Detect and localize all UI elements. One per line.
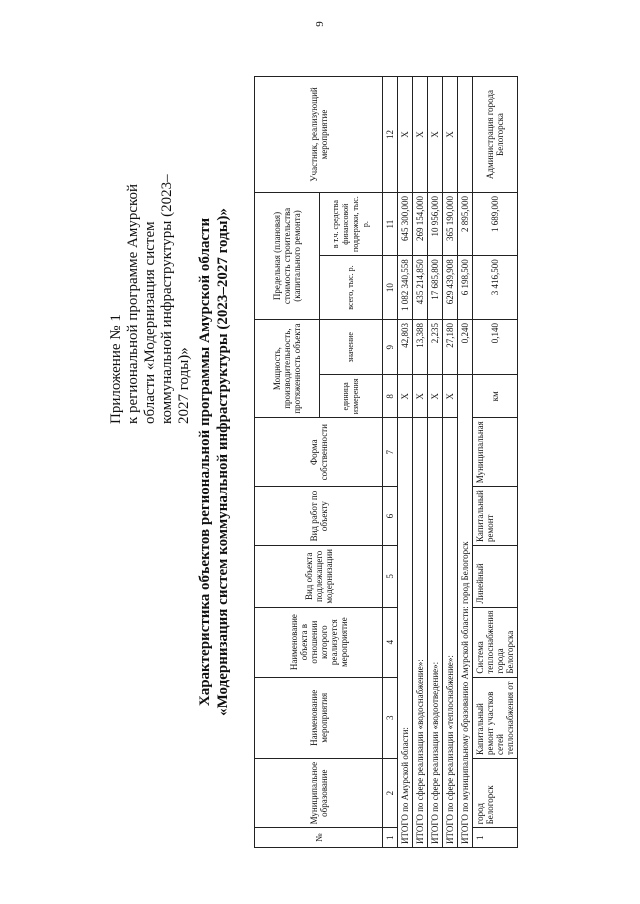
appendix-line: к региональной программе Амурской (125, 183, 141, 424)
total-unit: Х (413, 375, 428, 418)
appendix-block (108, 44, 193, 424)
page-number: 9 (314, 21, 326, 27)
total-participant: Х (413, 77, 428, 193)
header-value: значение (320, 319, 383, 375)
row-total: 3 416,500 (473, 256, 518, 320)
total-value: 13,388 (413, 319, 428, 375)
header-support: в т.ч. средства финансовой поддержки, тыс. р. (320, 193, 383, 256)
header-capacity: Мощность, производительность, протяженность объекта (255, 319, 320, 417)
header-object-type: Вид объекта подлежащего модернизации (255, 546, 383, 608)
total-value: 27,180 (443, 319, 458, 375)
row-work-type: Капитальный ремонт (473, 487, 518, 546)
header-participant: Участник, реализующий мероприятие (255, 77, 383, 193)
col-number: 10 (383, 256, 398, 320)
row-ownership: Муниципальная (473, 418, 518, 487)
total-participant: Х (428, 77, 443, 193)
header-ownership: Форма собственности (255, 418, 383, 487)
col-number: 6 (383, 487, 398, 546)
header-work-type: Вид работ по объекту (255, 487, 383, 546)
document-heading (196, 20, 232, 904)
row-measure: Капитальный ремонт участков сетей теплоснабжения от (473, 677, 518, 758)
row-unit: км (473, 375, 518, 418)
total-label: ИТОГО по сфере реализации «водоснабжение»: (413, 418, 428, 848)
col-number: 3 (383, 677, 398, 758)
appendix-title: Приложение № 1 (108, 314, 124, 424)
row-num: 1 (473, 828, 518, 848)
heading-line: Характеристика объектов региональной программы Амурской области (197, 217, 213, 707)
col-number: 11 (383, 193, 398, 256)
row-municipality: город Белогорск (473, 758, 518, 827)
total-participant: Х (398, 77, 413, 193)
header-object-name: Наименование объекта в отношении которого реализуется мероприятие (255, 607, 383, 677)
col-number: 2 (383, 758, 398, 827)
appendix-line: коммунальной инфраструктуры (2023– (159, 174, 175, 424)
total-cost: 17 685,800 (428, 256, 443, 320)
table-row-total-municipal (458, 77, 473, 848)
col-number: 9 (383, 319, 398, 375)
objects-table (254, 76, 518, 848)
table-row-total-water (413, 77, 428, 848)
total-support: 365 190,000 (443, 193, 458, 256)
col-number: 8 (383, 375, 398, 418)
total-support: 269 154,000 (413, 193, 428, 256)
header-measure-name: Наименование мероприятия (255, 677, 383, 758)
header-total: всего, тыс. р. (320, 256, 383, 320)
total-unit: Х (443, 375, 458, 418)
col-number: 1 (383, 828, 398, 848)
municipal-total-participant (458, 77, 473, 193)
total-unit: Х (428, 375, 443, 418)
col-number: 5 (383, 546, 398, 608)
header-cost: Предельная (плановая) стоимость строительства (капитального ремонта) (255, 193, 320, 320)
col-number: 12 (383, 77, 398, 193)
row-object: Система теплоснабжения города Белогорска (473, 607, 518, 677)
municipal-total-support: 2 895,000 (458, 193, 473, 256)
appendix-line: области «Модернизация систем (142, 221, 158, 424)
table-row-total-heat (443, 77, 458, 848)
total-support: 10 956,000 (428, 193, 443, 256)
total-participant: Х (443, 77, 458, 193)
total-support: 645 300,000 (398, 193, 413, 256)
heading-line: «Модернизация систем коммунальной инфраструктуры (2023–2027 годы)» (215, 208, 231, 716)
total-label: ИТОГО по сфере реализации «теплоснабжение»: (443, 418, 458, 848)
col-number: 7 (383, 418, 398, 487)
municipal-total-label: ИТОГО по муниципальному образованию Амурской области: город Белогорск (458, 375, 473, 848)
col-number: 4 (383, 607, 398, 677)
total-cost: 435 214,850 (413, 256, 428, 320)
appendix-line: 2027 годы)» (176, 347, 192, 424)
column-numbers-row (383, 77, 398, 848)
table-row-total-region (398, 77, 413, 848)
total-label: ИТОГО по сфере реализации «водоотведение»: (428, 418, 443, 848)
table-row (473, 77, 518, 848)
municipal-total-cost: 6 198,500 (458, 256, 473, 320)
total-cost: 1 082 340,558 (398, 256, 413, 320)
table-header-row (255, 77, 320, 848)
header-municipality: Муниципальное образование (255, 758, 383, 827)
row-value: 0,140 (473, 319, 518, 375)
header-unit: единица измерения (320, 375, 383, 418)
total-value: 42,803 (398, 319, 413, 375)
row-object-type: Линейный (473, 546, 518, 608)
rotated-page-content (0, 20, 640, 904)
total-label: ИТОГО по Амурской области: (398, 418, 413, 848)
row-support: 1 689,000 (473, 193, 518, 256)
municipal-total-value: 0,240 (458, 319, 473, 375)
row-participant: Администрация города Белогорска (473, 77, 518, 193)
total-unit: Х (398, 375, 413, 418)
table-row-total-sewer (428, 77, 443, 848)
header-num: № (255, 828, 383, 848)
total-cost: 629 439,908 (443, 256, 458, 320)
total-value: 2,235 (428, 319, 443, 375)
